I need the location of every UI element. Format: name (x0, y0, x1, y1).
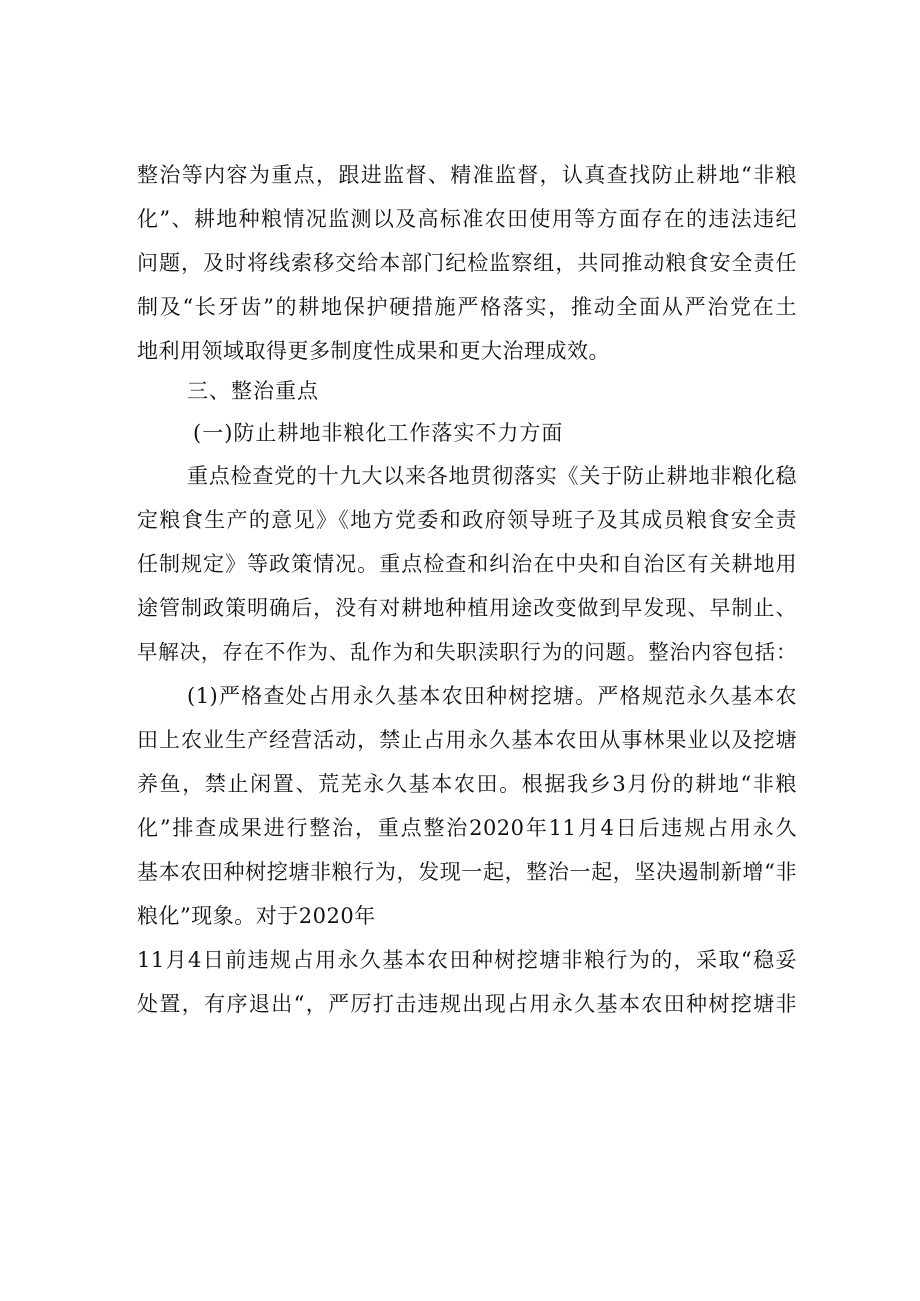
para2-line-3: 任制规定》等政策情况。重点检查和纠治在中央和自治区有关耕地用 (137, 552, 797, 576)
para3-line-5: 基本农田种树挖塘非粮行为，发现一起，整治一起，坚决遏制新增“非 (137, 860, 797, 884)
para1-line-2: 化”、耕地种粮情况监测以及高标准农田使用等方面存在的违法违纪 (137, 207, 797, 231)
para3-line-3: 养鱼，禁止闲置、荒芜永久基本农田。根据我乡3月份的耕地“非粮 (137, 772, 797, 796)
para1-line-5: 地利用领域取得更多制度性成果和更大治理成效。 (137, 339, 610, 363)
para1-line-4: 制及“长牙齿”的耕地保护硬措施严格落实，推动全面从严治党在土 (137, 295, 797, 319)
para4-line-2: 处置，有序退出“，严厉打击违规出现占用永久基本农田种树挖塘非 (137, 992, 797, 1016)
section-heading-3: 三、整治重点 (187, 379, 319, 403)
para3-line-2: 田上农业生产经营活动，禁止占用永久基本农田从事林果业以及挖塘 (137, 728, 797, 752)
para3-line-4: 化”排查成果进行整治，重点整治2020年11月4日后违规占用永久 (137, 816, 797, 840)
para3-line-1: (1)严格查处占用永久基本农田种树挖塘。严格规范永久基本农 (187, 684, 797, 708)
para1-line-1: 整治等内容为重点，跟进监督、精准监督，认真查找防止耕地“非粮 (137, 163, 797, 187)
para2-line-4: 途管制政策明确后，没有对耕地种植用途改变做到早发现、早制止、 (137, 596, 797, 620)
para3-line-6: 粮化”现象。对于2020年 (137, 904, 376, 928)
para2-line-1: 重点检查党的十九大以来各地贯彻落实《关于防止耕地非粮化稳 (187, 464, 797, 488)
para2-line-5: 早解决，存在不作为、乱作为和失职渎职行为的问题。整治内容包括： (137, 640, 797, 664)
subsection-heading-1: (一)防止耕地非粮化工作落实不力方面 (193, 421, 564, 445)
para2-line-2: 定粮食生产的意见》《地方党委和政府领导班子及其成员粮食安全责 (137, 508, 797, 532)
para4-line-1: 11月4日前违规占用永久基本农田种树挖塘非粮行为的，采取“稳妥 (137, 948, 797, 972)
para1-line-3: 问题，及时将线索移交给本部门纪检监察组，共同推动粮食安全责任 (137, 251, 797, 275)
